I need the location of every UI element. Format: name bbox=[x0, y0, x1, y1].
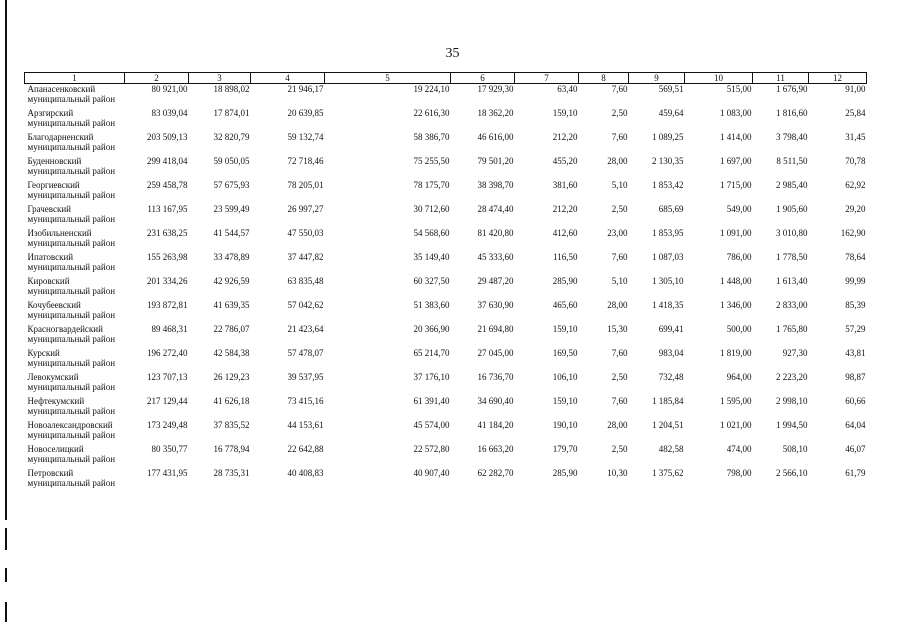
value-cell-col-5: 20 366,90 bbox=[413, 324, 450, 334]
value-cell-col-3: 57 675,93 bbox=[213, 180, 250, 190]
district-type: муниципальный район bbox=[27, 214, 116, 224]
value-cell-col-10: 1 448,00 bbox=[720, 276, 752, 286]
value-cell-col-6: 41 184,20 bbox=[477, 420, 514, 430]
value-cell-col-12: 43,81 bbox=[845, 348, 866, 358]
district-name-cell bbox=[25, 396, 125, 420]
column-header-5: 5 bbox=[325, 73, 451, 84]
value-cell-col-11: 2 566,10 bbox=[776, 468, 808, 478]
column-header-4: 4 bbox=[251, 73, 325, 84]
value-cell-col-7: 465,60 bbox=[552, 300, 578, 310]
district-name: Апанасенковский bbox=[27, 84, 96, 94]
value-cell-col-4: 44 153,61 bbox=[287, 420, 324, 430]
value-cell-col-2: 173 249,48 bbox=[147, 420, 188, 430]
value-cell-col-7: 116,50 bbox=[553, 252, 578, 262]
district-type: муниципальный район bbox=[27, 286, 116, 296]
value-cell-col-7: 159,10 bbox=[552, 396, 578, 406]
value-cell-col-3: 33 478,89 bbox=[213, 252, 250, 262]
value-cell-col-7: 159,10 bbox=[552, 108, 578, 118]
value-cell-col-11: 1 765,80 bbox=[776, 324, 808, 334]
value-cell-col-4: 40 408,83 bbox=[287, 468, 324, 478]
value-cell-col-3: 42 584,38 bbox=[213, 348, 250, 358]
district-name-cell bbox=[25, 204, 125, 228]
value-cell-col-3: 23 599,49 bbox=[213, 204, 250, 214]
value-cell-col-8: 15,30 bbox=[607, 324, 628, 334]
value-cell-col-5: 58 386,70 bbox=[413, 132, 450, 142]
column-header-1: 1 bbox=[25, 73, 125, 84]
table-row bbox=[25, 180, 867, 204]
value-cell-col-8: 7,60 bbox=[611, 84, 628, 94]
value-cell-col-3: 42 926,59 bbox=[213, 276, 250, 286]
value-cell-col-10: 500,00 bbox=[726, 324, 752, 334]
value-cell-col-9: 1 853,42 bbox=[652, 180, 684, 190]
value-cell-col-9: 685,69 bbox=[658, 204, 684, 214]
district-name: Ипатовский bbox=[27, 252, 74, 262]
value-cell-col-7: 455,20 bbox=[552, 156, 578, 166]
district-name-cell bbox=[25, 252, 125, 276]
value-cell-col-8: 10,30 bbox=[607, 468, 628, 478]
district-name: Новоселицкий bbox=[27, 444, 84, 454]
value-cell-col-11: 2 998,10 bbox=[776, 396, 808, 406]
district-name-cell bbox=[25, 372, 125, 396]
value-cell-col-11: 2 985,40 bbox=[776, 180, 808, 190]
column-header-11: 11 bbox=[753, 73, 809, 84]
data-table bbox=[24, 72, 867, 492]
value-cell-col-6: 21 694,80 bbox=[477, 324, 514, 334]
value-cell-col-8: 28,00 bbox=[607, 300, 628, 310]
value-cell-col-2: 177 431,95 bbox=[147, 468, 188, 478]
value-cell-col-3: 18 898,02 bbox=[213, 84, 250, 94]
district-type: муниципальный район bbox=[27, 310, 116, 320]
value-cell-col-2: 80 921,00 bbox=[151, 84, 188, 94]
value-cell-col-2: 217 129,44 bbox=[147, 396, 188, 406]
page-number: 35 bbox=[445, 46, 460, 61]
value-cell-col-2: 123 707,13 bbox=[147, 372, 188, 382]
district-type: муниципальный район bbox=[27, 478, 116, 488]
value-cell-col-4: 26 997,27 bbox=[287, 204, 324, 214]
value-cell-col-5: 78 175,70 bbox=[413, 180, 450, 190]
value-cell-col-7: 169,50 bbox=[552, 348, 578, 358]
table-row bbox=[25, 276, 867, 300]
value-cell-col-2: 155 263,98 bbox=[147, 252, 188, 262]
value-cell-col-6: 29 487,20 bbox=[477, 276, 514, 286]
value-cell-col-7: 159,10 bbox=[552, 324, 578, 334]
column-header-12: 12 bbox=[809, 73, 867, 84]
district-name: Кочубеевский bbox=[27, 300, 81, 310]
value-cell-col-11: 3 798,40 bbox=[776, 132, 808, 142]
district-name: Благодарненский bbox=[27, 132, 94, 142]
value-cell-col-12: 78,64 bbox=[845, 252, 866, 262]
value-cell-col-10: 549,00 bbox=[726, 204, 752, 214]
value-cell-col-12: 57,29 bbox=[845, 324, 866, 334]
district-name: Левокумский bbox=[27, 372, 79, 382]
value-cell-col-12: 99,99 bbox=[845, 276, 866, 286]
value-cell-col-12: 60,66 bbox=[845, 396, 866, 406]
table-row bbox=[25, 204, 867, 228]
value-cell-col-7: 381,60 bbox=[552, 180, 578, 190]
district-name: Нефтекумский bbox=[27, 396, 85, 406]
value-cell-col-9: 1 089,25 bbox=[652, 132, 684, 142]
district-type: муниципальный район bbox=[27, 334, 116, 344]
value-cell-col-7: 212,20 bbox=[552, 132, 578, 142]
value-cell-col-7: 285,90 bbox=[552, 468, 578, 478]
district-type: муниципальный район bbox=[27, 142, 116, 152]
value-cell-col-12: 64,04 bbox=[845, 420, 866, 430]
value-cell-col-9: 699,41 bbox=[658, 324, 684, 334]
district-type: муниципальный район bbox=[27, 166, 116, 176]
value-cell-col-4: 59 132,74 bbox=[287, 132, 324, 142]
table-row bbox=[25, 300, 867, 324]
value-cell-col-7: 412,60 bbox=[552, 228, 578, 238]
value-cell-col-8: 23,00 bbox=[607, 228, 628, 238]
district-type: муниципальный район bbox=[27, 358, 116, 368]
value-cell-col-3: 41 544,57 bbox=[213, 228, 250, 238]
value-cell-col-11: 1 778,50 bbox=[776, 252, 808, 262]
value-cell-col-6: 34 690,40 bbox=[477, 396, 514, 406]
district-name: Изобильненский bbox=[27, 228, 92, 238]
value-cell-col-9: 459,64 bbox=[658, 108, 684, 118]
value-cell-col-3: 41 626,18 bbox=[213, 396, 250, 406]
district-type: муниципальный район bbox=[27, 94, 116, 104]
value-cell-col-12: 61,79 bbox=[845, 468, 866, 478]
value-cell-col-2: 80 350,77 bbox=[151, 444, 188, 454]
value-cell-col-2: 231 638,25 bbox=[147, 228, 188, 238]
value-cell-col-6: 17 929,30 bbox=[477, 84, 514, 94]
value-cell-col-7: 106,10 bbox=[552, 372, 578, 382]
value-cell-col-7: 63,40 bbox=[557, 84, 578, 94]
value-cell-col-8: 28,00 bbox=[607, 420, 628, 430]
value-cell-col-6: 16 736,70 bbox=[477, 372, 514, 382]
district-name-cell bbox=[25, 132, 125, 156]
table-row bbox=[25, 84, 867, 109]
value-cell-col-10: 1 083,00 bbox=[720, 108, 752, 118]
value-cell-col-6: 37 630,90 bbox=[477, 300, 514, 310]
value-cell-col-4: 57 042,62 bbox=[287, 300, 324, 310]
district-type: муниципальный район bbox=[27, 382, 116, 392]
value-cell-col-6: 81 420,80 bbox=[477, 228, 514, 238]
value-cell-col-7: 285,90 bbox=[552, 276, 578, 286]
scan-edge-mark bbox=[5, 602, 7, 622]
value-cell-col-9: 1 185,84 bbox=[652, 396, 684, 406]
value-cell-col-2: 196 272,40 bbox=[147, 348, 188, 358]
column-header-3: 3 bbox=[189, 73, 251, 84]
value-cell-col-11: 927,30 bbox=[782, 348, 808, 358]
value-cell-col-4: 21 423,64 bbox=[287, 324, 324, 334]
value-cell-col-10: 798,00 bbox=[726, 468, 752, 478]
value-cell-col-11: 1 905,60 bbox=[776, 204, 808, 214]
value-cell-col-6: 18 362,20 bbox=[477, 108, 514, 118]
district-name: Георгиевский bbox=[27, 180, 80, 190]
value-cell-col-8: 2,50 bbox=[611, 372, 628, 382]
value-cell-col-6: 46 616,00 bbox=[477, 132, 514, 142]
district-name: Новоалександровский bbox=[27, 420, 113, 430]
scan-edge-mark bbox=[5, 0, 7, 520]
value-cell-col-12: 25,84 bbox=[845, 108, 866, 118]
value-cell-col-4: 57 478,07 bbox=[287, 348, 324, 358]
value-cell-col-5: 37 176,10 bbox=[413, 372, 450, 382]
value-cell-col-11: 8 511,50 bbox=[776, 156, 808, 166]
value-cell-col-8: 7,60 bbox=[611, 252, 628, 262]
value-cell-col-5: 35 149,40 bbox=[413, 252, 450, 262]
value-cell-col-5: 45 574,00 bbox=[413, 420, 450, 430]
column-header-8: 8 bbox=[579, 73, 629, 84]
district-name-cell bbox=[25, 84, 125, 109]
value-cell-col-5: 61 391,40 bbox=[413, 396, 450, 406]
value-cell-col-9: 1 204,51 bbox=[652, 420, 684, 430]
district-name-cell bbox=[25, 420, 125, 444]
value-cell-col-6: 45 333,60 bbox=[477, 252, 514, 262]
value-cell-col-11: 508,10 bbox=[782, 444, 808, 454]
district-type: муниципальный район bbox=[27, 262, 116, 272]
header-row bbox=[25, 73, 867, 84]
value-cell-col-12: 70,78 bbox=[845, 156, 866, 166]
value-cell-col-7: 212,20 bbox=[552, 204, 578, 214]
table-row bbox=[25, 348, 867, 372]
value-cell-col-9: 1 087,03 bbox=[652, 252, 684, 262]
value-cell-col-10: 1 021,00 bbox=[720, 420, 752, 430]
value-cell-col-11: 2 223,20 bbox=[776, 372, 808, 382]
district-name: Курский bbox=[27, 348, 60, 358]
value-cell-col-12: 91,00 bbox=[845, 84, 866, 94]
value-cell-col-5: 40 907,40 bbox=[413, 468, 450, 478]
scan-edge-mark bbox=[5, 528, 7, 550]
district-type: муниципальный район bbox=[27, 430, 116, 440]
column-header-2: 2 bbox=[125, 73, 189, 84]
value-cell-col-9: 732,48 bbox=[658, 372, 684, 382]
value-cell-col-10: 1 595,00 bbox=[720, 396, 752, 406]
value-cell-col-5: 75 255,50 bbox=[413, 156, 450, 166]
district-name-cell bbox=[25, 108, 125, 132]
value-cell-col-4: 22 642,88 bbox=[287, 444, 324, 454]
value-cell-col-4: 20 639,85 bbox=[287, 108, 324, 118]
table-row bbox=[25, 420, 867, 444]
table-row bbox=[25, 396, 867, 420]
value-cell-col-9: 1 375,62 bbox=[652, 468, 684, 478]
value-cell-col-4: 47 550,03 bbox=[287, 228, 324, 238]
district-name-cell bbox=[25, 348, 125, 372]
value-cell-col-2: 259 458,78 bbox=[147, 180, 188, 190]
table-row bbox=[25, 324, 867, 348]
value-cell-col-4: 78 205,01 bbox=[287, 180, 324, 190]
column-header-10: 10 bbox=[685, 73, 753, 84]
value-cell-col-11: 3 010,80 bbox=[776, 228, 808, 238]
district-name-cell bbox=[25, 180, 125, 204]
value-cell-col-6: 27 045,00 bbox=[477, 348, 514, 358]
value-cell-col-6: 16 663,20 bbox=[477, 444, 514, 454]
value-cell-col-10: 1 819,00 bbox=[720, 348, 752, 358]
value-cell-col-8: 5,10 bbox=[611, 276, 628, 286]
value-cell-col-10: 1 697,00 bbox=[720, 156, 752, 166]
value-cell-col-10: 786,00 bbox=[726, 252, 752, 262]
district-type: муниципальный район bbox=[27, 190, 116, 200]
value-cell-col-8: 2,50 bbox=[611, 108, 628, 118]
value-cell-col-6: 38 398,70 bbox=[477, 180, 514, 190]
value-cell-col-8: 7,60 bbox=[611, 132, 628, 142]
district-type: муниципальный район bbox=[27, 454, 116, 464]
value-cell-col-10: 1 414,00 bbox=[720, 132, 752, 142]
table-row bbox=[25, 132, 867, 156]
value-cell-col-5: 65 214,70 bbox=[413, 348, 450, 358]
district-name-cell bbox=[25, 300, 125, 324]
value-cell-col-3: 17 874,01 bbox=[213, 108, 250, 118]
value-cell-col-2: 201 334,26 bbox=[147, 276, 188, 286]
value-cell-col-5: 54 568,60 bbox=[413, 228, 450, 238]
value-cell-col-8: 28,00 bbox=[607, 156, 628, 166]
table-body bbox=[25, 84, 867, 493]
district-name: Красногвардейский bbox=[27, 324, 103, 334]
district-name: Буденновский bbox=[27, 156, 82, 166]
value-cell-col-10: 515,00 bbox=[726, 84, 752, 94]
value-cell-col-2: 113 167,95 bbox=[147, 204, 188, 214]
value-cell-col-2: 89 468,31 bbox=[151, 324, 188, 334]
value-cell-col-6: 28 474,40 bbox=[477, 204, 514, 214]
value-cell-col-9: 983,04 bbox=[658, 348, 684, 358]
value-cell-col-12: 85,39 bbox=[845, 300, 866, 310]
value-cell-col-8: 2,50 bbox=[611, 444, 628, 454]
value-cell-col-3: 16 778,94 bbox=[213, 444, 250, 454]
value-cell-col-2: 203 509,13 bbox=[147, 132, 188, 142]
value-cell-col-12: 31,45 bbox=[845, 132, 866, 142]
column-header-9: 9 bbox=[629, 73, 685, 84]
district-name-cell bbox=[25, 156, 125, 180]
value-cell-col-10: 474,00 bbox=[726, 444, 752, 454]
value-cell-col-4: 73 415,16 bbox=[287, 396, 324, 406]
value-cell-col-6: 79 501,20 bbox=[477, 156, 514, 166]
district-name: Арзгирский bbox=[27, 108, 74, 118]
value-cell-col-9: 1 418,35 bbox=[652, 300, 684, 310]
value-cell-col-11: 1 994,50 bbox=[776, 420, 808, 430]
district-type: муниципальный район bbox=[27, 238, 116, 248]
value-cell-col-3: 59 050,05 bbox=[213, 156, 250, 166]
table-row bbox=[25, 444, 867, 468]
table-row bbox=[25, 228, 867, 252]
table-row bbox=[25, 108, 867, 132]
value-cell-col-3: 22 786,07 bbox=[213, 324, 250, 334]
value-cell-col-10: 1 346,00 bbox=[720, 300, 752, 310]
table-row bbox=[25, 468, 867, 492]
table-row bbox=[25, 156, 867, 180]
value-cell-col-3: 26 129,23 bbox=[213, 372, 250, 382]
district-name: Петровский bbox=[27, 468, 74, 478]
value-cell-col-5: 22 616,30 bbox=[413, 108, 450, 118]
value-cell-col-12: 62,92 bbox=[845, 180, 866, 190]
value-cell-col-5: 51 383,60 bbox=[413, 300, 450, 310]
district-name-cell bbox=[25, 444, 125, 468]
value-cell-col-10: 964,00 bbox=[726, 372, 752, 382]
value-cell-col-5: 30 712,60 bbox=[413, 204, 450, 214]
value-cell-col-8: 2,50 bbox=[611, 204, 628, 214]
value-cell-col-7: 190,10 bbox=[552, 420, 578, 430]
value-cell-col-3: 28 735,31 bbox=[213, 468, 250, 478]
value-cell-col-4: 39 537,95 bbox=[287, 372, 324, 382]
value-cell-col-8: 7,60 bbox=[611, 348, 628, 358]
value-cell-col-9: 1 305,10 bbox=[652, 276, 684, 286]
value-cell-col-3: 41 639,35 bbox=[213, 300, 250, 310]
value-cell-col-3: 32 820,79 bbox=[213, 132, 250, 142]
value-cell-col-5: 19 224,10 bbox=[413, 84, 450, 94]
value-cell-col-4: 21 946,17 bbox=[287, 84, 324, 94]
value-cell-col-10: 1 715,00 bbox=[720, 180, 752, 190]
value-cell-col-7: 179,70 bbox=[552, 444, 578, 454]
value-cell-col-9: 1 853,95 bbox=[652, 228, 684, 238]
district-name-cell bbox=[25, 276, 125, 300]
table-row bbox=[25, 372, 867, 396]
value-cell-col-2: 299 418,04 bbox=[147, 156, 188, 166]
value-cell-col-5: 22 572,80 bbox=[413, 444, 450, 454]
value-cell-col-11: 1 816,60 bbox=[776, 108, 808, 118]
column-header-6: 6 bbox=[451, 73, 515, 84]
value-cell-col-11: 1 613,40 bbox=[776, 276, 808, 286]
value-cell-col-12: 162,90 bbox=[840, 228, 866, 238]
value-cell-col-9: 482,58 bbox=[658, 444, 684, 454]
value-cell-col-9: 569,51 bbox=[658, 84, 684, 94]
scan-edge-mark bbox=[5, 568, 7, 582]
value-cell-col-5: 60 327,50 bbox=[413, 276, 450, 286]
district-name-cell bbox=[25, 468, 125, 492]
district-type: муниципальный район bbox=[27, 406, 116, 416]
column-header-7: 7 bbox=[515, 73, 579, 84]
value-cell-col-2: 83 039,04 bbox=[151, 108, 188, 118]
value-cell-col-8: 7,60 bbox=[611, 396, 628, 406]
value-cell-col-2: 193 872,81 bbox=[147, 300, 188, 310]
value-cell-col-11: 1 676,90 bbox=[776, 84, 808, 94]
value-cell-col-4: 63 835,48 bbox=[287, 276, 324, 286]
district-name: Грачевский bbox=[27, 204, 71, 214]
district-type: муниципальный район bbox=[27, 118, 116, 128]
value-cell-col-8: 5,10 bbox=[611, 180, 628, 190]
value-cell-col-3: 37 835,52 bbox=[213, 420, 250, 430]
value-cell-col-11: 2 833,00 bbox=[776, 300, 808, 310]
value-cell-col-12: 29,20 bbox=[845, 204, 866, 214]
district-name: Кировский bbox=[27, 276, 70, 286]
value-cell-col-12: 46,07 bbox=[845, 444, 866, 454]
value-cell-col-12: 98,87 bbox=[845, 372, 866, 382]
value-cell-col-4: 37 447,82 bbox=[287, 252, 324, 262]
value-cell-col-6: 62 282,70 bbox=[477, 468, 514, 478]
table-row bbox=[25, 252, 867, 276]
value-cell-col-10: 1 091,00 bbox=[720, 228, 752, 238]
district-name-cell bbox=[25, 228, 125, 252]
value-cell-col-9: 2 130,35 bbox=[652, 156, 684, 166]
value-cell-col-4: 72 718,46 bbox=[287, 156, 324, 166]
district-name-cell bbox=[25, 324, 125, 348]
